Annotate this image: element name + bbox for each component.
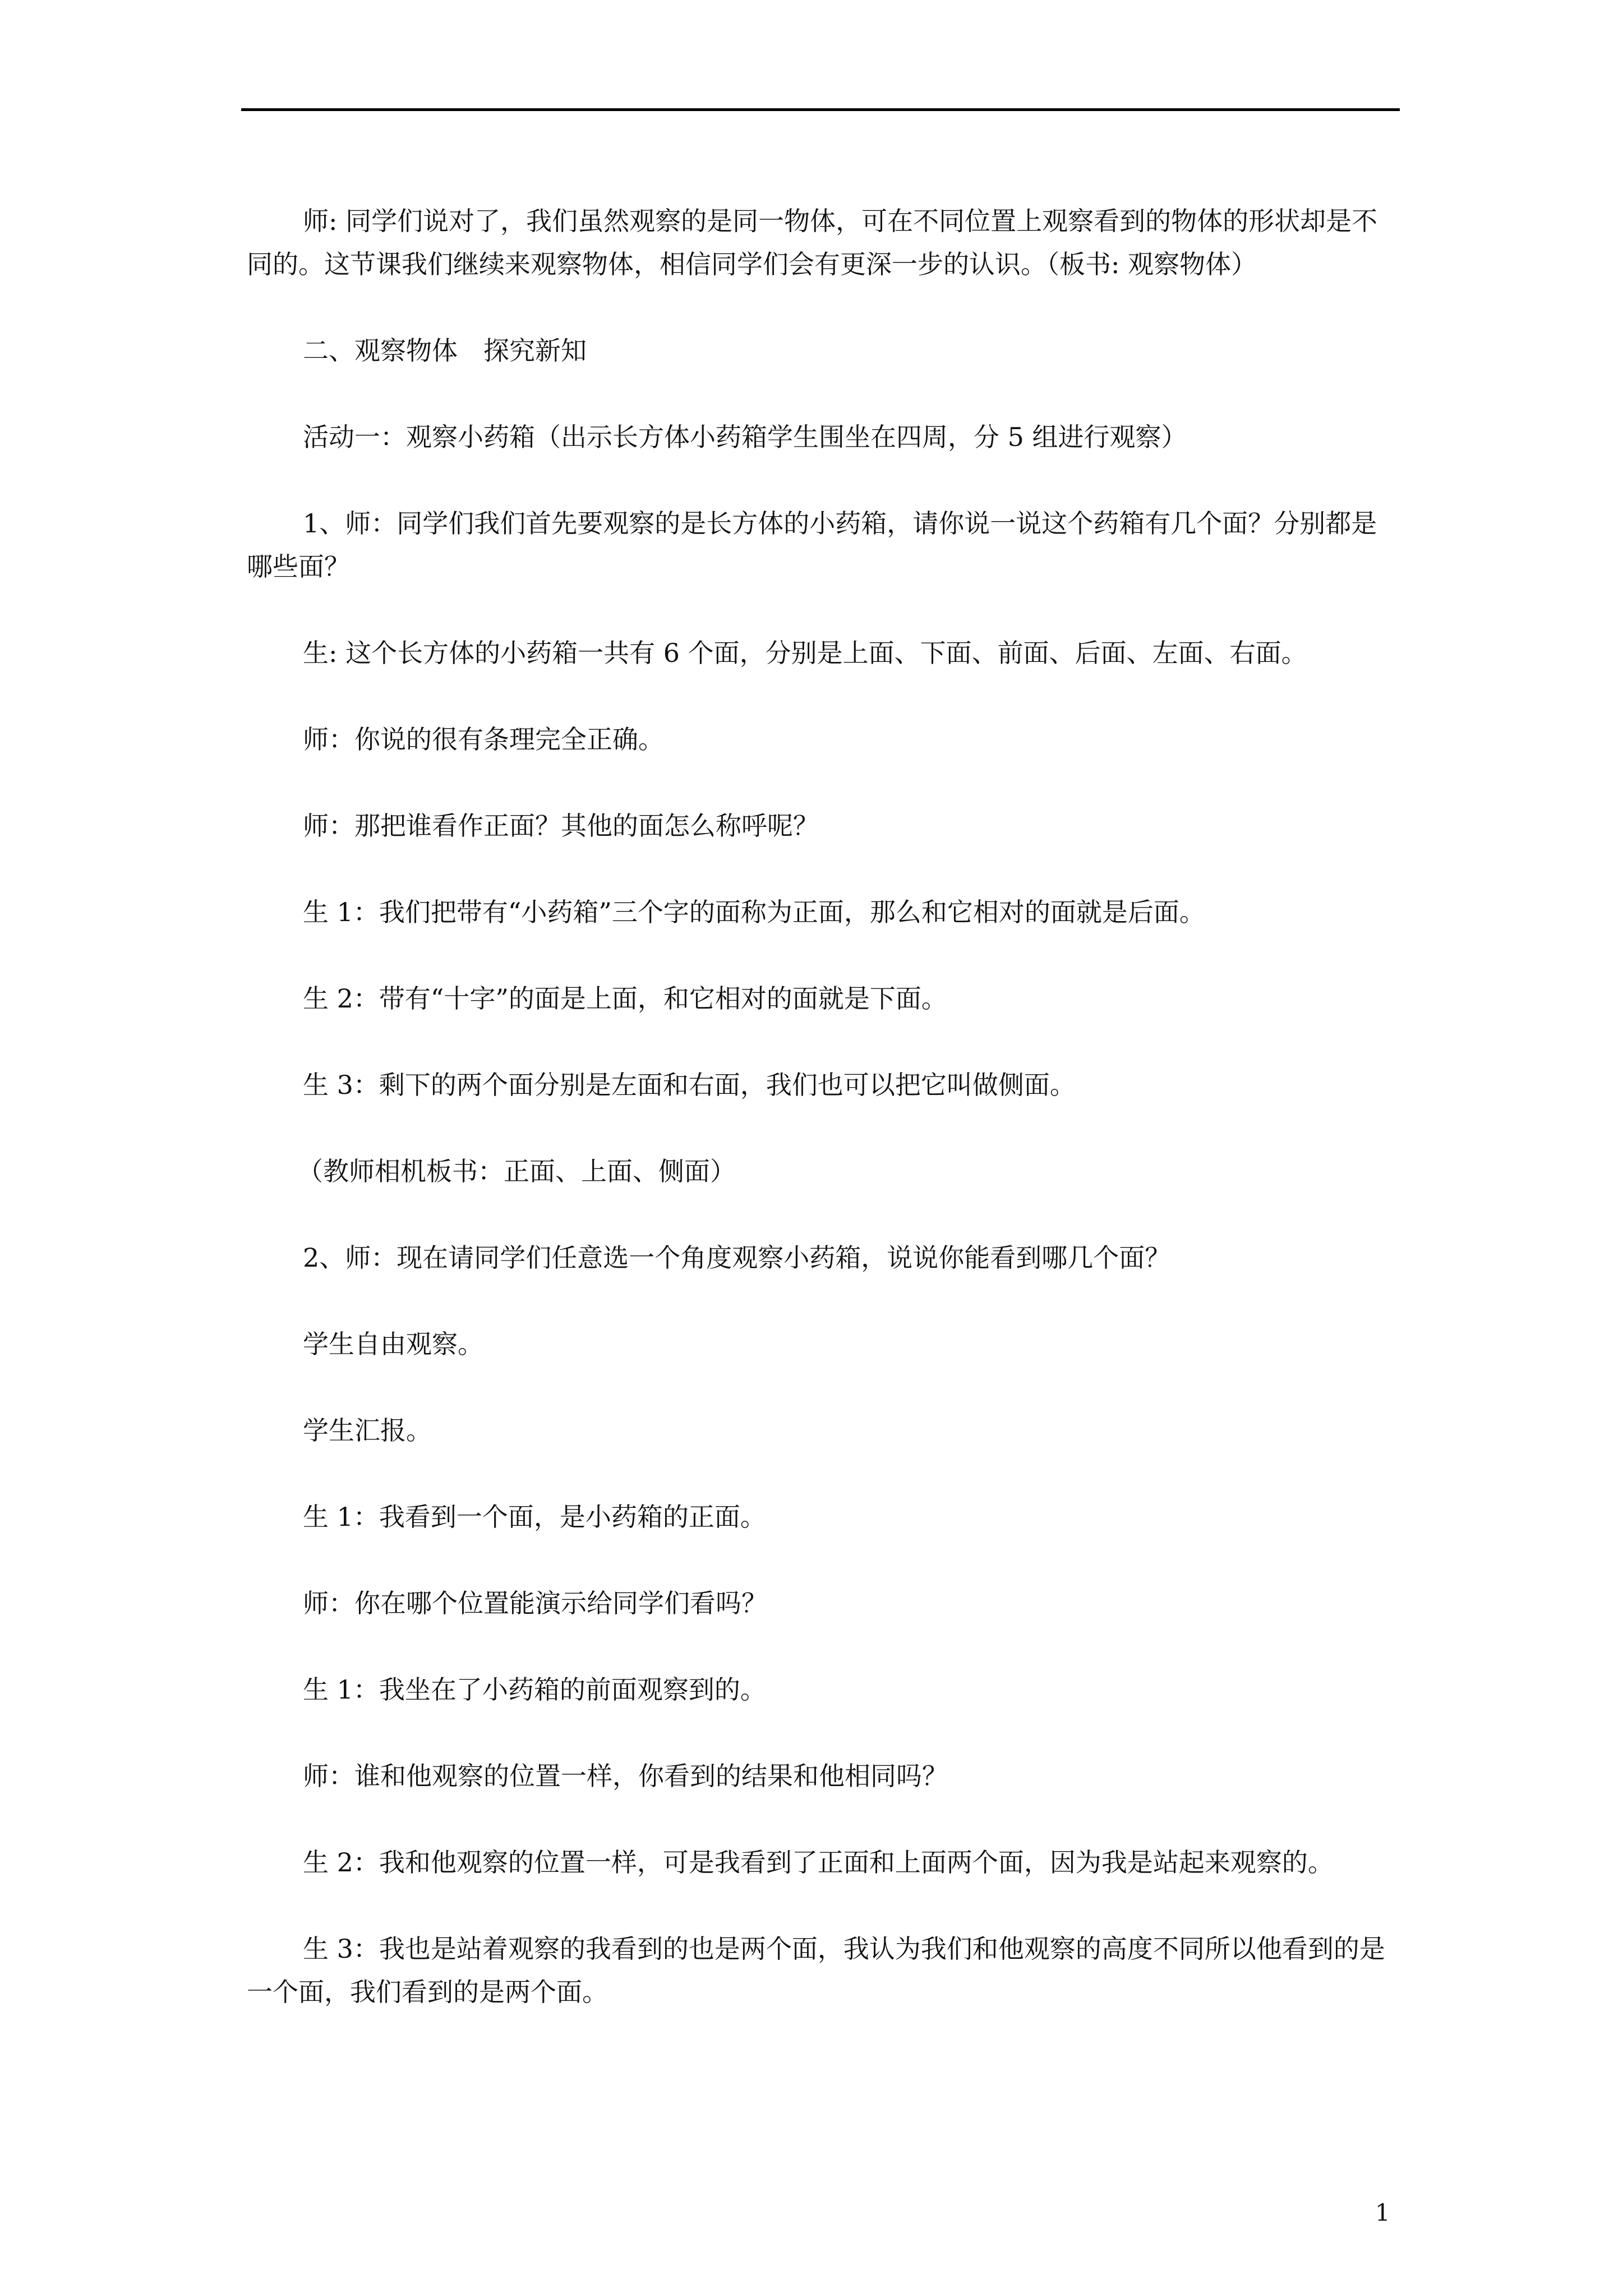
paragraph: 师：你说的很有条理完全正确。 xyxy=(303,724,664,754)
paragraph: 活动一：观察小药箱（出示长方体小药箱学生围坐在四周，分 5 组进行观察） xyxy=(303,422,1187,452)
paragraph: 生 2：带有“十字”的面是上面，和它相对的面就是下面。 xyxy=(303,983,947,1014)
paragraph: （教师相机板书：正面、上面、侧面） xyxy=(297,1156,736,1186)
section-heading: 二、观察物体 探究新知 xyxy=(303,335,587,366)
paragraph: 生 1：我们把带有“小药箱”三个字的面称为正面，那么和它相对的面就是后面。 xyxy=(303,897,1205,927)
paragraph: 学生自由观察。 xyxy=(303,1329,483,1359)
page-number: 1 xyxy=(1375,2199,1390,2226)
paragraph: 1、师：同学们我们首先要观察的是长方体的小药箱，请你说一说这个药箱有几个面？分别都是哪些面？ xyxy=(247,508,1377,582)
paragraph: 生 3：剩下的两个面分别是左面和右面，我们也可以把它叫做侧面。 xyxy=(303,1070,1076,1100)
paragraph: 生 3：我也是站着观察的我看到的也是两个面，我认为我们和他观察的高度不同所以他看到的是一个面，我们看到的是两个面。 xyxy=(247,1934,1385,2007)
paragraph: 2、师：现在请同学们任意选一个角度观察小药箱，说说你能看到哪几个面？ xyxy=(303,1243,1171,1273)
paragraph: 师：那把谁看作正面？其他的面怎么称呼呢？ xyxy=(303,811,819,841)
paragraph: 生 1：我坐在了小药箱的前面观察到的。 xyxy=(303,1674,766,1705)
document-body xyxy=(247,200,1396,2014)
paragraph: 学生汇报。 xyxy=(303,1415,432,1446)
paragraph: 师: 同学们说对了，我们虽然观察的是同一物体，可在不同位置上观察看到的物体的形状却是不同的。这节课我们继续来观察物体，相信同学们会有更深一步的认识。（板书: 观察物体） xyxy=(247,206,1378,279)
paragraph: 生 2：我和他观察的位置一样，可是我看到了正面和上面两个面，因为我是站起来观察的。 xyxy=(303,1847,1334,1878)
paragraph: 生 1：我看到一个面，是小药箱的正面。 xyxy=(303,1502,766,1532)
paragraph: 生: 这个长方体的小药箱一共有 6 个面，分别是上面、下面、前面、后面、左面、右面。 xyxy=(303,638,1307,668)
header-rule xyxy=(241,108,1400,111)
paragraph: 师：你在哪个位置能演示给同学们看吗？ xyxy=(303,1588,767,1618)
paragraph: 师：谁和他观察的位置一样，你看到的结果和他相同吗？ xyxy=(303,1761,948,1791)
